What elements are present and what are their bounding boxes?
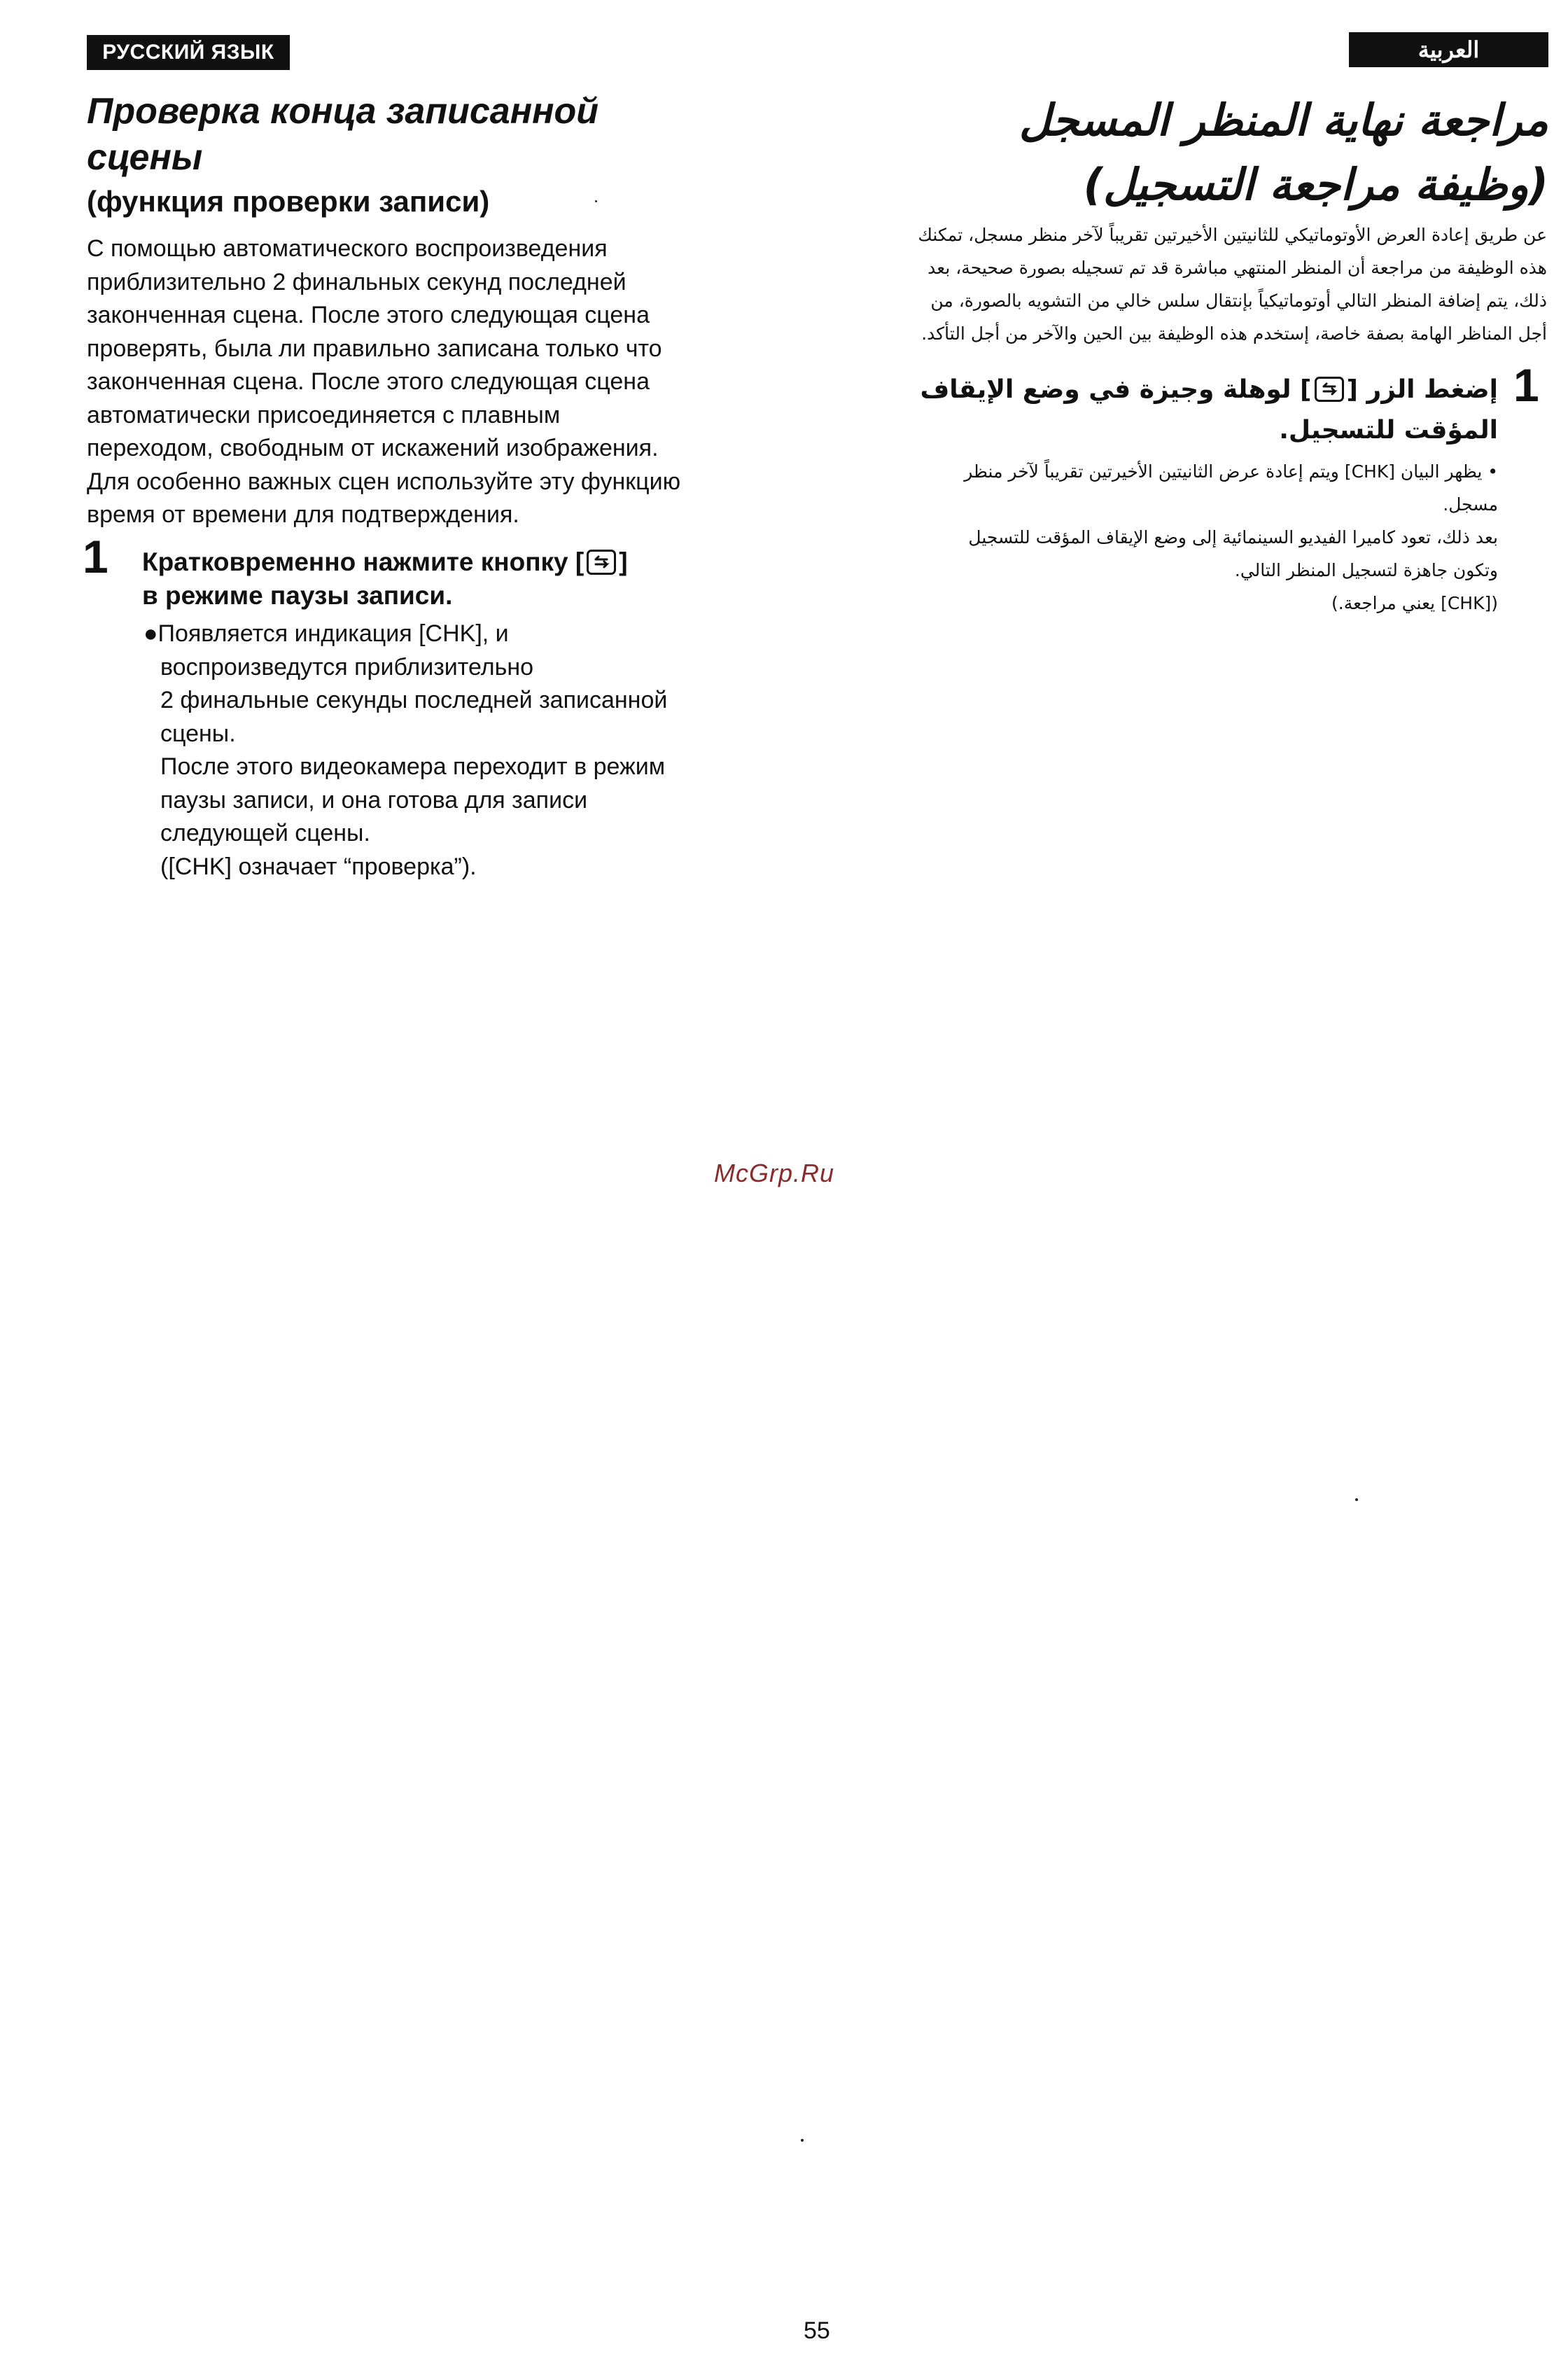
paragraph-line: проверять, была ли правильно записана только что <box>87 335 662 362</box>
title-line: (وظيفة مراجعة التسجيل) <box>1083 159 1548 210</box>
paragraph-line: ذلك، يتم إضافة المنظر التالي أوتوماتيكياً بإنتقال سلس خالي من التشويه بالصورة، من <box>930 291 1547 311</box>
watermark: McGrp.Ru <box>714 1159 835 1187</box>
detail-line: • يظهر البيان [CHK] ويتم إعادة عرض الثانيتين الأخيرتين تقريباً لآخر منظر <box>964 461 1498 482</box>
step-text: ] <box>619 547 628 576</box>
detail-line: паузы записи, и она готова для записи <box>160 786 588 814</box>
detail-line: воспроизведутся приблизительно <box>160 653 534 681</box>
paragraph-line: переходом, свободным от искажений изображения. <box>87 435 659 461</box>
step-number-russian: 1 <box>83 531 108 582</box>
step-text: إضغط الزر [ <box>1346 375 1498 404</box>
scan-speck <box>1355 1498 1358 1501</box>
step-instruction-russian <box>142 545 772 613</box>
scan-speck <box>595 200 597 202</box>
record-check-icon <box>587 550 616 575</box>
intro-paragraph-russian <box>87 232 776 532</box>
paragraph-line: приблизительно 2 финальных секунд последней <box>87 268 626 295</box>
detail-line: ([CHK] означает “проверка”). <box>160 853 477 880</box>
step-instruction-arabic <box>875 370 1498 451</box>
detail-line: следующей сцены. <box>160 820 370 846</box>
paragraph-line: законченная сцена. После этого следующая сцена <box>87 368 650 395</box>
subtitle-russian: (функция проверки записи) <box>87 185 490 218</box>
title-line: مراجعة نهاية المنظر المسجل <box>1018 95 1548 146</box>
intro-paragraph-arabic <box>868 218 1547 350</box>
detail-line: وتكون جاهزة لتسجيل المنظر التالي. <box>1234 560 1498 580</box>
detail-line: 2 финальные секунды последней записанной <box>160 687 668 713</box>
step-text: Кратковременно нажмите кнопку [ <box>142 547 584 576</box>
record-check-icon <box>1315 377 1344 402</box>
step-text-line2: в режиме паузы записи. <box>142 581 453 610</box>
language-badge-russian: РУССКИЙ ЯЗЫК <box>87 35 290 70</box>
detail-line: بعد ذلك، تعود كاميرا الفيديو السينمائية إلى وضع الإيقاف المؤقت للتسجيل <box>968 527 1498 547</box>
detail-line: После этого видеокамера переходит в режим <box>160 753 666 780</box>
title-line: сцены <box>87 137 203 178</box>
paragraph-line: автоматически присоединяется с плавным <box>87 401 561 428</box>
page-title-russian <box>87 88 759 181</box>
paragraph-line: Для особенно важных сцен используйте эту функцию <box>87 468 681 495</box>
step-number-arabic: 1 <box>1513 359 1539 411</box>
step-text-line2: المؤقت للتسجيل. <box>1279 416 1498 445</box>
scan-speck <box>801 2139 804 2142</box>
page-title-arabic <box>826 88 1548 217</box>
paragraph-line: законченная сцена. После этого следующая сцена <box>87 302 650 328</box>
paragraph-line: время от времени для подтверждения. <box>87 501 519 528</box>
step-details-arabic <box>875 455 1498 620</box>
paragraph-line: هذه الوظيفة من مراجعة أن المنظر المنتهي مباشرة قد تم تسجيله بصورة صحيحة، بعد <box>927 258 1547 278</box>
language-badge-arabic: العربية <box>1349 32 1548 67</box>
detail-line: مسجل. <box>1443 494 1498 515</box>
paragraph-line: عن طريق إعادة العرض الأوتوماتيكي للثانيتين الأخيرتين تقريباً لآخر منظر مسجل، تمكنك <box>918 225 1547 245</box>
title-line: Проверка конца записанной <box>87 91 599 132</box>
step-details-russian <box>144 618 774 884</box>
page-number: 55 <box>804 2317 830 2344</box>
step-text: ] لوهلة وجيزة في وضع الإيقاف <box>920 375 1312 404</box>
paragraph-line: С помощью автоматического воспроизведения <box>87 235 608 262</box>
detail-line: ([CHK] يعني مراجعة.) <box>1331 593 1498 613</box>
paragraph-line: أجل المناظر الهامة بصفة خاصة، إستخدم هذه الوظيفة بين الحين والآخر من أجل التأكد. <box>921 323 1547 344</box>
detail-line: сцены. <box>160 720 236 747</box>
detail-line: ●Появляется индикация [CHK], и <box>144 620 509 647</box>
